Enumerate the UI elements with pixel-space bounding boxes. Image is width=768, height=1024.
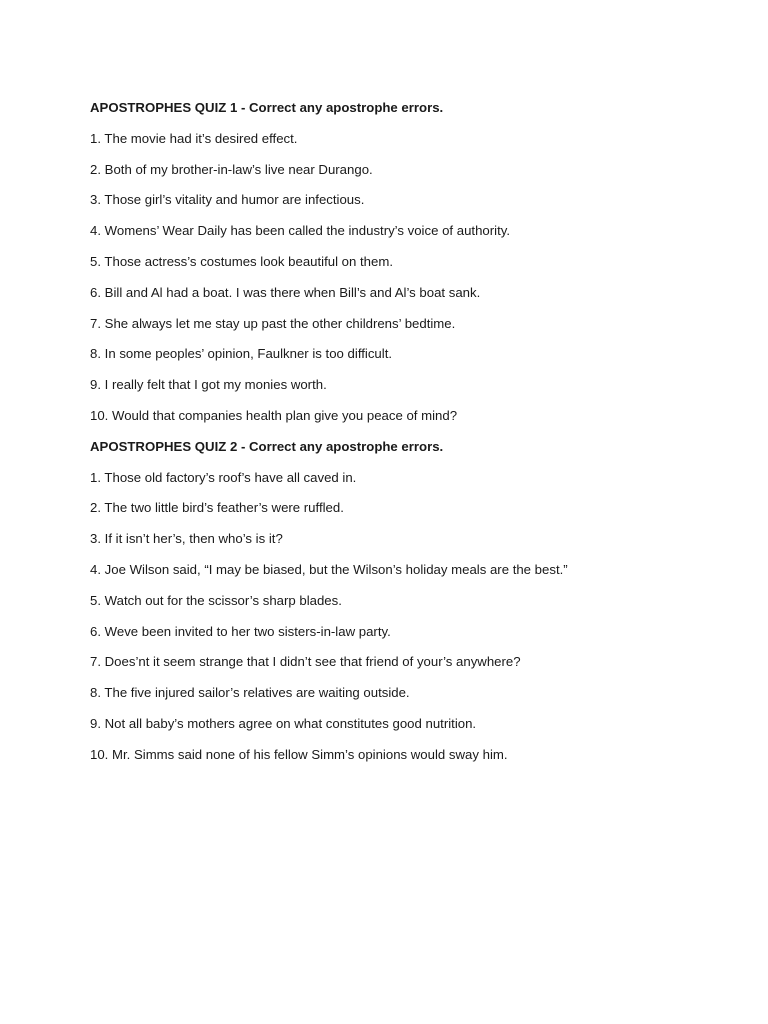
quiz-2-item-3: 3. If it isn’t her’s, then who’s is it? [90, 531, 283, 547]
quiz-2-item-1: 1. Those old factory’s roof’s have all caved in. [90, 469, 357, 485]
quiz-1-title: APOSTROPHES QUIZ 1 - Correct any apostrophe errors. [90, 100, 444, 115]
quiz-1-item-6: 6. Bill and Al had a boat. I was there when Bill’s and Al’s boat sank. [90, 284, 481, 300]
quiz-2-item-10: 10. Mr. Simms said none of his fellow Simm’s opinions would sway him. [90, 746, 508, 762]
document-page [90, 93, 730, 771]
quiz-2-item-4: 4. Joe Wilson said, “I may be biased, but the Wilson’s holiday meals are the best.” [90, 561, 568, 577]
quiz-1-item-8: 8. In some peoples’ opinion, Faulkner is too difficult. [90, 346, 393, 362]
quiz-2-title: APOSTROPHES QUIZ 2 - Correct any apostrophe errors. [90, 438, 444, 454]
quiz-2-item-7: 7. Does’nt it seem strange that I didn’t see that friend of your’s anywhere? [90, 654, 521, 670]
quiz-1-item-3: 3. Those girl’s vitality and humor are infectious. [90, 192, 365, 208]
quiz-1-item-4: 4. Womens’ Wear Daily has been called the industry’s voice of authority. [90, 223, 511, 239]
quiz-1-item-7: 7. She always let me stay up past the other childrens’ bedtime. [90, 315, 456, 331]
quiz-2-item-6: 6. Weve been invited to her two sisters-in-law party. [90, 623, 391, 639]
quiz-2-item-2: 2. The two little bird’s feather’s were ruffled. [90, 500, 344, 516]
quiz-2-item-9: 9. Not all baby’s mothers agree on what constitutes good nutrition. [90, 715, 477, 731]
quiz-2-item-8: 8. The five injured sailor’s relatives are waiting outside. [90, 685, 410, 701]
quiz-1-item-5: 5. Those actress’s costumes look beautiful on them. [90, 253, 393, 269]
quiz-1-item-2: 2. Both of my brother-in-law’s live near Durango. [90, 161, 373, 177]
quiz-2-item-5: 5. Watch out for the scissor’s sharp blades. [90, 592, 342, 608]
quiz-1-item-10: 10. Would that companies health plan give you peace of mind? [90, 407, 458, 423]
quiz-1-item-1: 1. The movie had it’s desired effect. [90, 130, 298, 146]
quiz-1-item-9: 9. I really felt that I got my monies worth. [90, 377, 327, 393]
